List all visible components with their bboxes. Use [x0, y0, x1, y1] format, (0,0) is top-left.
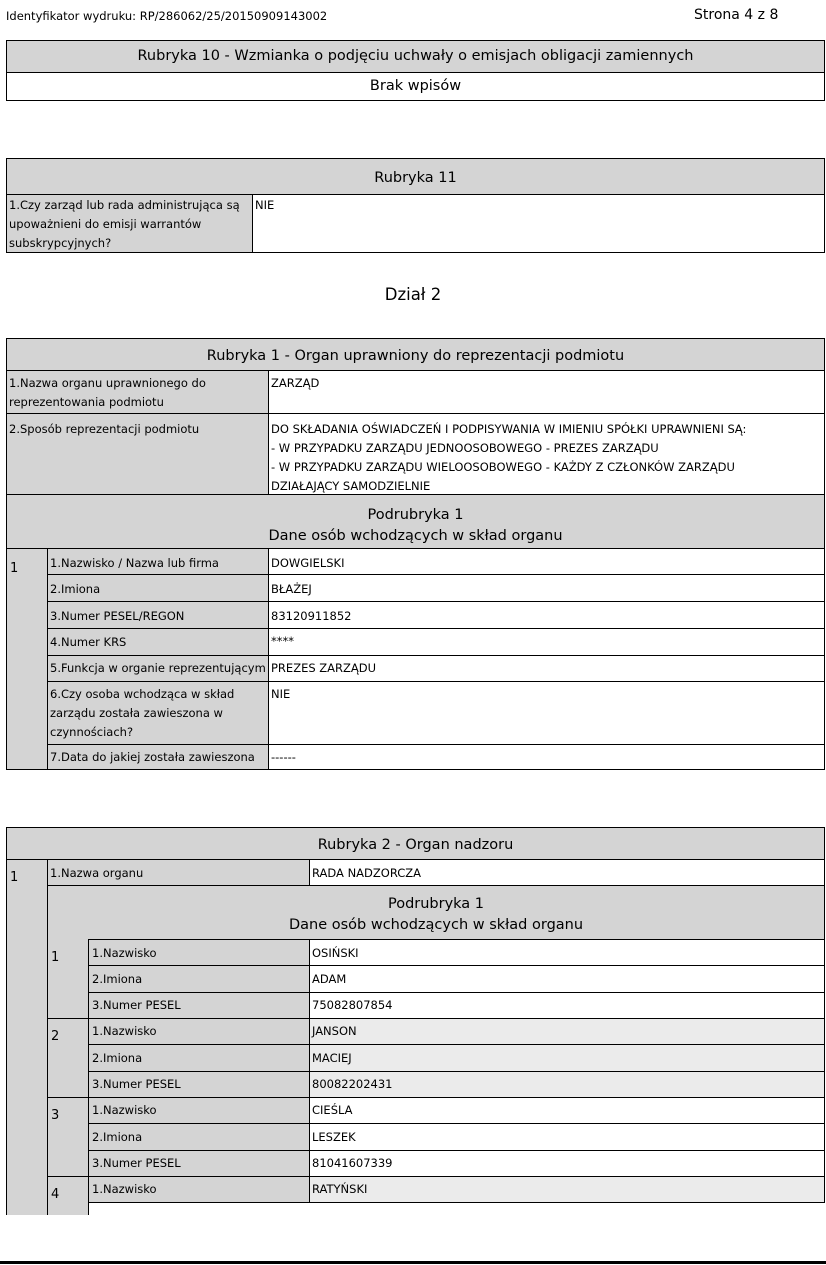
d2r1-f1-value: ZARZĄD	[271, 376, 320, 390]
d2r2-row-label: 1.Nazwisko	[92, 1103, 157, 1117]
d2r1-row-value: ------	[271, 750, 296, 764]
d2r2-row-label: 2.Imiona	[92, 1051, 143, 1065]
d2r1-row-label: 6.Czy osoba wchodząca w skład zarządu została zawieszona w czynnościach?	[50, 687, 235, 739]
d2r1-row-label: 3.Numer PESEL/REGON	[50, 609, 185, 623]
d2r2-row-label: 2.Imiona	[92, 972, 143, 986]
d2r2-row-value: 80082202431	[312, 1077, 393, 1091]
d2r2-row-value: 81041607339	[312, 1156, 393, 1170]
d2r2-organ-label: 1.Nazwa organu	[50, 866, 144, 880]
d2r1-row-label: 5.Funkcja w organie reprezentującym	[50, 661, 266, 675]
rubryka10-title: Rubryka 10 - Wzmianka o podjęciu uchwały o emisjach obligacji zamiennych	[137, 48, 694, 65]
d2-rubryka1-title: Rubryka 1 - Organ uprawniony do reprezentacji podmiotu	[206, 348, 625, 365]
d2r2-row-label: 3.Numer PESEL	[92, 1077, 181, 1091]
d2r2-person-index: 1	[51, 950, 60, 965]
page-number: Strona 4 z 8	[694, 7, 779, 23]
d2r2-podrubryka-header	[47, 894, 825, 936]
d2r1-row-label: 7.Data do jakiej została zawieszona	[50, 750, 255, 764]
d2r2-person-index: 4	[51, 1187, 60, 1202]
d2r1-row-value: NIE	[271, 687, 291, 701]
d2r2-row-value: MACIEJ	[312, 1051, 352, 1065]
d2r1-f2-value: DO SKŁADANIA OŚWIADCZEŃ I PODPISYWANIA W IMIENIU SPÓŁKI UPRAWNIENI SĄ: - W PRZYPADKU ZARZĄDU JEDNOOSOBOWEGO - PREZES ZARZĄDU - W PRZYPADKU ZARZĄDU WIELOOSOBOWEGO - KAŻDY Z CZŁONKÓW ZARZĄDU DZIAŁAJĄCY SAMODZIELNIE	[271, 422, 747, 493]
d2r1-podrubryka-title: Podrubryka 1	[367, 507, 464, 523]
d2r1-podrubryka-subtitle: Dane osób wchodzących w skład organu	[268, 528, 563, 544]
page-bottom-rule	[0, 1261, 826, 1264]
rubryka11-q1-value: NIE	[255, 198, 275, 212]
d2r1-row-value: BŁAŻEJ	[271, 582, 312, 596]
d2r2-row-label: 1.Nazwisko	[92, 946, 157, 960]
d2r2-person-index: 3	[51, 1108, 60, 1123]
d2r1-row-label: 4.Numer KRS	[50, 635, 127, 649]
d2r1-f1-label: 1.Nazwa organu uprawnionego do reprezentowania podmiotu	[9, 376, 206, 409]
d2r2-row-value: CIEŚLA	[312, 1103, 353, 1117]
rubryka10-content: Brak wpisów	[369, 78, 462, 95]
section-title: Dział 2	[384, 285, 442, 304]
d2r1-row-label: 2.Imiona	[50, 582, 101, 596]
d2r1-person-index: 1	[10, 561, 19, 576]
d2r2-row-value: OSIŃSKI	[312, 946, 359, 960]
d2r2-row-label: 1.Nazwisko	[92, 1024, 157, 1038]
d2r1-row-value: PREZES ZARZĄDU	[271, 661, 377, 675]
d2r2-row-value: RATYŃSKI	[312, 1182, 368, 1196]
rubryka11-title: Rubryka 11	[374, 170, 457, 187]
d2r2-row-label: 3.Numer PESEL	[92, 998, 181, 1012]
d2r2-row-value: JANSON	[312, 1024, 357, 1038]
print-identifier: Identyfikator wydruku: RP/286062/25/20150909143002	[6, 9, 328, 23]
d2r2-organ-index: 1	[10, 870, 19, 885]
d2r2-row-value: LESZEK	[312, 1130, 356, 1144]
d2r2-row-value: 75082807854	[312, 998, 393, 1012]
d2r1-row-value: ****	[271, 634, 294, 648]
d2r1-podrubryka-header	[6, 505, 825, 547]
rubryka11-q1-label: 1.Czy zarząd lub rada administrująca są upoważnieni do emisji warrantów subskrypcyjnych?	[9, 198, 240, 250]
d2r1-row-label: 1.Nazwisko / Nazwa lub firma	[50, 556, 219, 570]
d2-rubryka2-title: Rubryka 2 - Organ nadzoru	[317, 837, 514, 854]
d2r2-podrubryka-title: Podrubryka 1	[387, 896, 485, 912]
d2r2-person-index: 2	[51, 1029, 60, 1044]
d2r1-f2-label: 2.Sposób reprezentacji podmiotu	[9, 422, 200, 436]
d2r2-row-value: ADAM	[312, 972, 347, 986]
d2r2-row-label: 1.Nazwisko	[92, 1182, 157, 1196]
d2r1-row-value: DOWGIELSKI	[271, 556, 345, 570]
d2r1-row-value: 83120911852	[271, 609, 352, 623]
d2r2-row-label: 3.Numer PESEL	[92, 1156, 181, 1170]
d2r2-podrubryka-subtitle: Dane osób wchodzących w skład organu	[288, 917, 584, 933]
d2r2-row-label: 2.Imiona	[92, 1130, 143, 1144]
d2r2-organ-value: RADA NADZORCZA	[312, 866, 422, 880]
